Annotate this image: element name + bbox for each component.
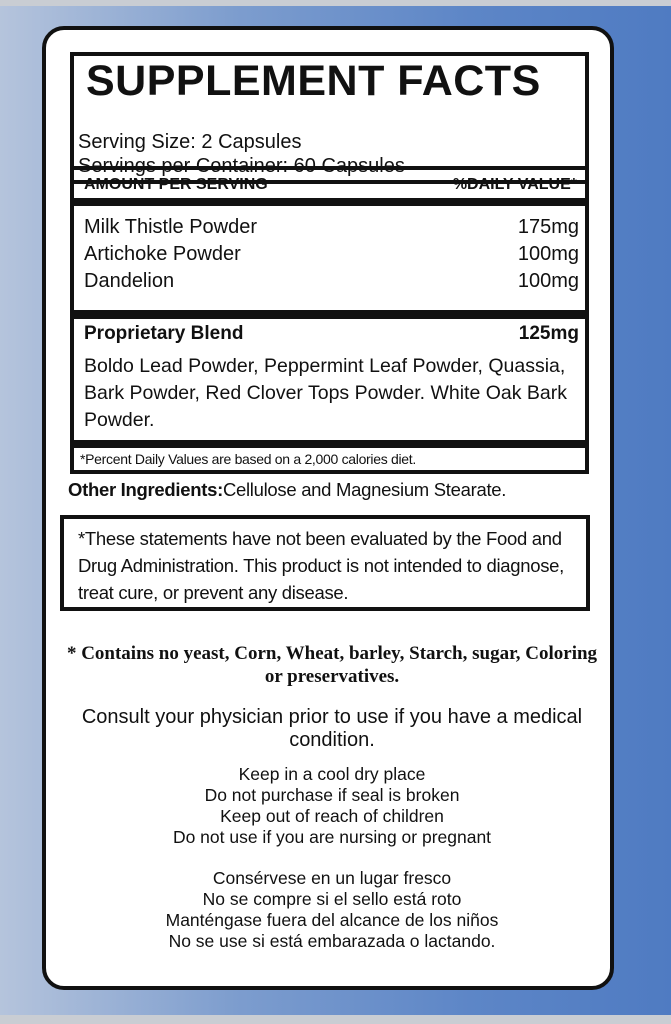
blend-contents: Boldo Lead Powder, Peppermint Leaf Powder, Quassia, Bark Powder, Red Clover Tops Powder. White Oak Bark Powder. xyxy=(84,355,568,431)
blend-row xyxy=(84,323,579,349)
amount-header-box xyxy=(70,166,589,202)
page-title: SUPPLEMENT FACTS xyxy=(86,57,541,105)
daily-value-footnote: *Percent Daily Values are based on a 2,000 calories diet. xyxy=(80,451,416,467)
warnings-english xyxy=(66,764,598,848)
warning-line: Keep out of reach of children xyxy=(220,806,444,826)
warning-line: No se use si está embarazada o lactando. xyxy=(168,931,496,951)
top-strip xyxy=(0,0,671,6)
blend-box xyxy=(70,310,589,444)
ingredient-name: Artichoke Powder xyxy=(84,243,241,265)
ingredients-box xyxy=(70,202,589,314)
allergen-statement: * Contains no yeast, Corn, Wheat, barley, Starch, sugar, Coloring or preservatives. xyxy=(66,643,598,687)
warning-line: Do not use if you are nursing or pregnant xyxy=(172,827,492,847)
ingredient-row xyxy=(84,270,579,296)
other-ingredients-value: Cellulose and Magnesium Stearate. xyxy=(222,479,507,500)
servings-per-container: Servings per Container: 60 Capsules xyxy=(78,155,405,177)
warning-line: Consérvese en un lugar fresco xyxy=(212,868,452,888)
warnings-spanish xyxy=(66,868,598,952)
daily-value-label: %DAILY VALUE* xyxy=(452,176,577,193)
amount-per-serving-label: AMOUNT PER SERVING xyxy=(84,176,268,193)
ingredient-name: Milk Thistle Powder xyxy=(84,216,258,238)
blend-name: Proprietary Blend xyxy=(84,323,244,344)
blend-amount: 125mg xyxy=(518,323,579,344)
disclaimer-box xyxy=(60,515,590,611)
warning-line: Do not purchase if seal is broken xyxy=(204,785,460,805)
ingredient-amount: 175mg xyxy=(517,216,579,238)
ingredient-amount: 100mg xyxy=(517,243,579,265)
ingredient-amount: 100mg xyxy=(517,270,579,292)
serving-size: Serving Size: 2 Capsules xyxy=(78,131,302,153)
other-ingredients xyxy=(68,479,506,501)
warning-line: No se compre si el sello está roto xyxy=(202,889,462,909)
ingredient-row xyxy=(84,243,579,269)
footnote-box xyxy=(70,444,589,474)
supplement-label-card xyxy=(42,26,614,990)
other-ingredients-label: Other Ingredients: xyxy=(68,479,223,500)
warning-line: Keep in a cool dry place xyxy=(238,764,426,784)
ingredient-name: Dandelion xyxy=(84,270,175,292)
ingredient-row xyxy=(84,216,579,242)
title-box xyxy=(70,52,589,184)
fda-disclaimer: *These statements have not been evaluated by the Food and Drug Administration. This product is not intended to diagnose, treat cure, or prevent any disease. xyxy=(78,528,564,603)
consult-physician-note: Consult your physician prior to use if you have a medical condition. xyxy=(81,706,583,751)
warning-line: Manténgase fuera del alcance de los niños xyxy=(165,910,499,930)
bottom-strip xyxy=(0,1015,671,1024)
